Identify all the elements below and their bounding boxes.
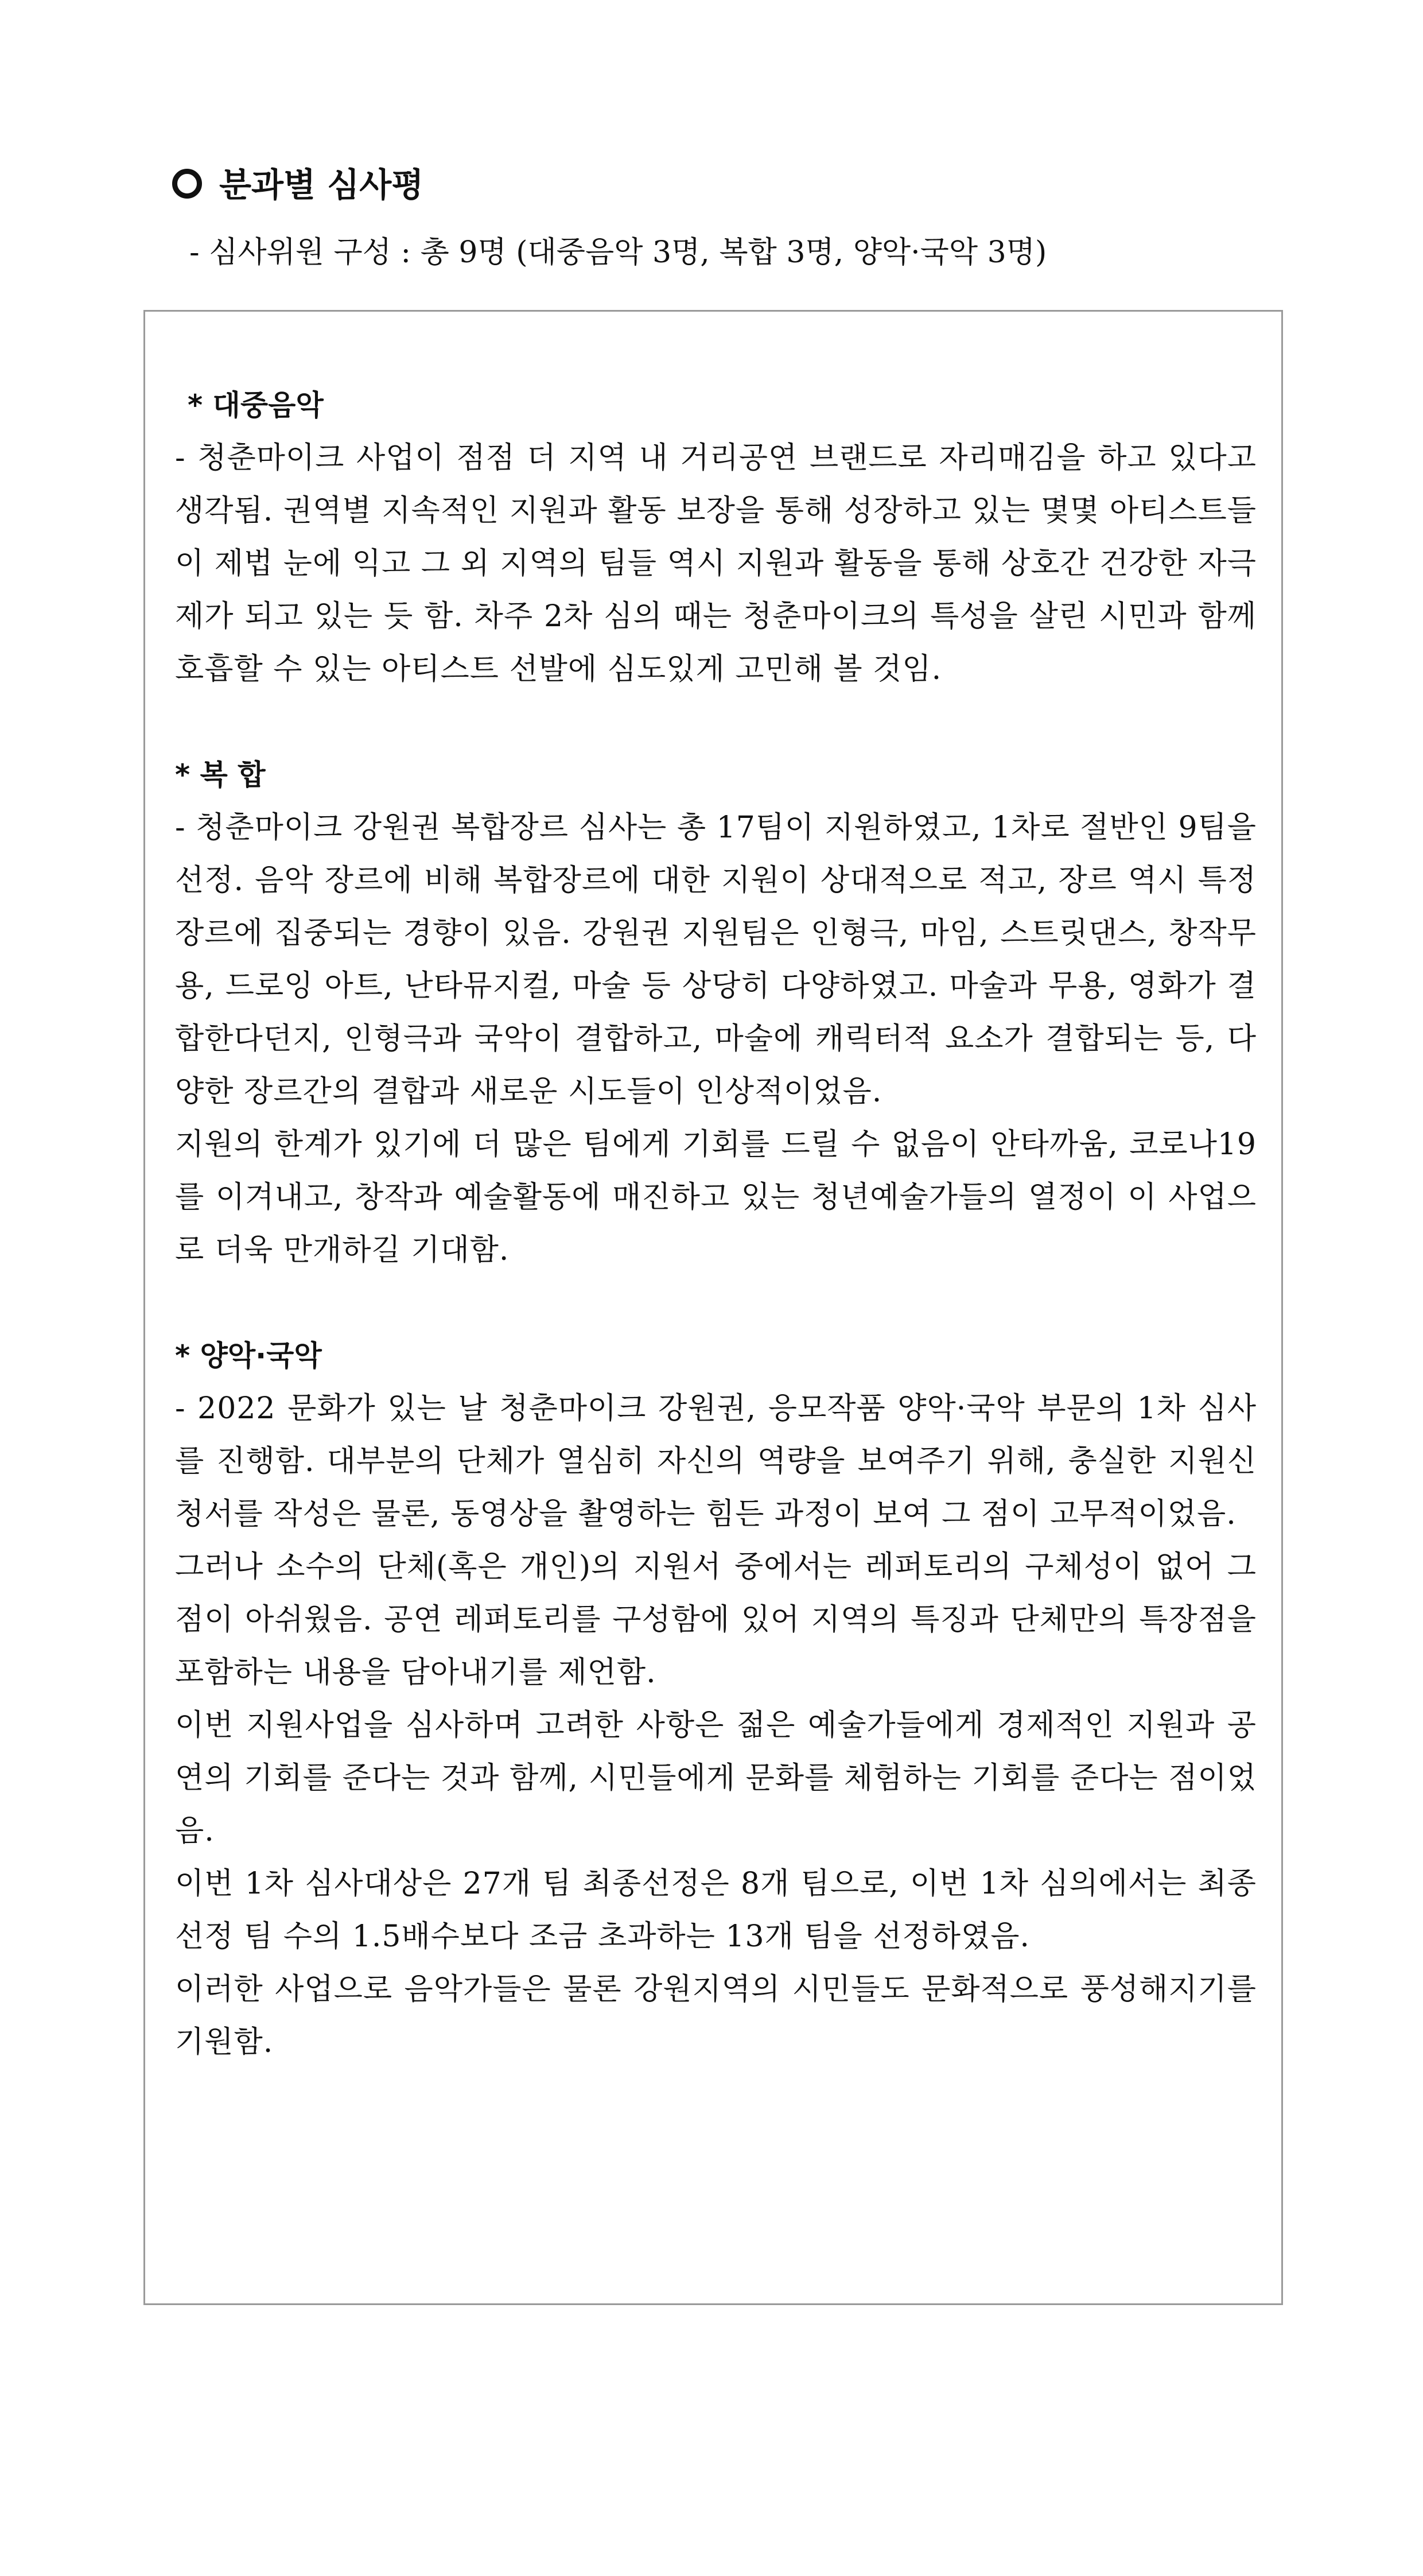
paragraph-classical-1: - 2022 문화가 있는 날 청춘마이크 강원권, 응모작품 양악·국악 부문의 1차 심사를 진행함. 대부분의 단체가 열심히 자신의 역량을 보여주기 위해, 충실한 지원신청서를 작성은 물론, 동영상을 촬영하는 힘든 과정이 보여 그 점이 고무적이었음. (175, 1391, 1257, 1531)
paragraph-pop-1: - 청춘마이크 사업이 점점 더 지역 내 거리공연 브랜드로 자리매김을 하고 있다고 생각됨. 권역별 지속적인 지원과 활동 보장을 통해 성장하고 있는 몇몇 아티스트들이 제법 눈에 익고 그 외 지역의 팀들 역시 지원과 활동을 통해 상호간 건강한 자극제가 되고 있는 듯 함. 차주 2차 심의 때는 청춘마이크의 특성을 살린 시민과 함께 호흡할 수 있는 아티스트 선발에 심도있게 고민해 볼 것임. (175, 441, 1257, 686)
paragraph-classical-4: 이번 1차 심사대상은 27개 팀 최종선정은 8개 팀으로, 이번 1차 심의에서는 최종선정 팀 수의 1.5배수보다 조금 초과하는 13개 팀을 선정하였음. (175, 1867, 1257, 1954)
review-content (175, 379, 1257, 2069)
section-title-pop: * 대중음악 (188, 389, 324, 422)
section-title-classical: * 양악·국악 (175, 1339, 322, 1372)
paragraph-classical-5: 이러한 사업으로 음악가들은 물론 강원지역의 시민들도 문화적으로 풍성해지기를 기원함. (175, 1972, 1257, 2059)
paragraph-classical-2: 그러나 소수의 단체(혹은 개인)의 지원서 중에서는 레퍼토리의 구체성이 없어 그 점이 아쉬웠음. 공연 레퍼토리를 구성함에 있어 지역의 특징과 단체만의 특장점을 포함하는 내용을 담아내기를 제언함. (175, 1550, 1257, 1690)
spacer (175, 1277, 1257, 1329)
heading-title: 분과별 심사평 (219, 165, 424, 204)
paragraph-classical-3: 이번 지원사업을 심사하며 고려한 사항은 젊은 예술가들에게 경제적인 지원과 공연의 기회를 준다는 것과 함께, 시민들에게 문화를 체험하는 기회를 준다는 점이었음. (175, 1708, 1257, 1848)
section-title-mixed: * 복 합 (175, 758, 266, 792)
section-heading (172, 162, 423, 208)
judges-composition: - 심사위원 구성 : 총 9명 (대중음악 3명, 복합 3명, 양악·국악 3명) (189, 235, 1047, 270)
paragraph-mixed-2: 지원의 한계가 있기에 더 많은 팀에게 기회를 드릴 수 없음이 안타까움, 코로나19를 이겨내고, 창작과 예술활동에 매진하고 있는 청년예술가들의 열정이 이 사업으로 더욱 만개하길 기대함. (175, 1127, 1257, 1267)
spacer (175, 696, 1257, 748)
hollow-circle-bullet-icon (172, 169, 202, 199)
paragraph-mixed-1: - 청춘마이크 강원권 복합장르 심사는 총 17팀이 지원하였고, 1차로 절반인 9팀을 선정. 음악 장르에 비해 복합장르에 대한 지원이 상대적으로 적고, 장르 역시 특정 장르에 집중되는 경향이 있음. 강원권 지원팀은 인형극, 마임, 스트릿댄스, 창작무용, 드로잉 아트, 난타뮤지컬, 마술 등 상당히 다양하였고. 마술과 무용, 영화가 결합한다던지, 인형극과 국악이 결합하고, 마술에 캐릭터적 요소가 결합되는 등, 다양한 장르간의 결합과 새로운 시도들이 인상적이었음. (175, 810, 1257, 1109)
